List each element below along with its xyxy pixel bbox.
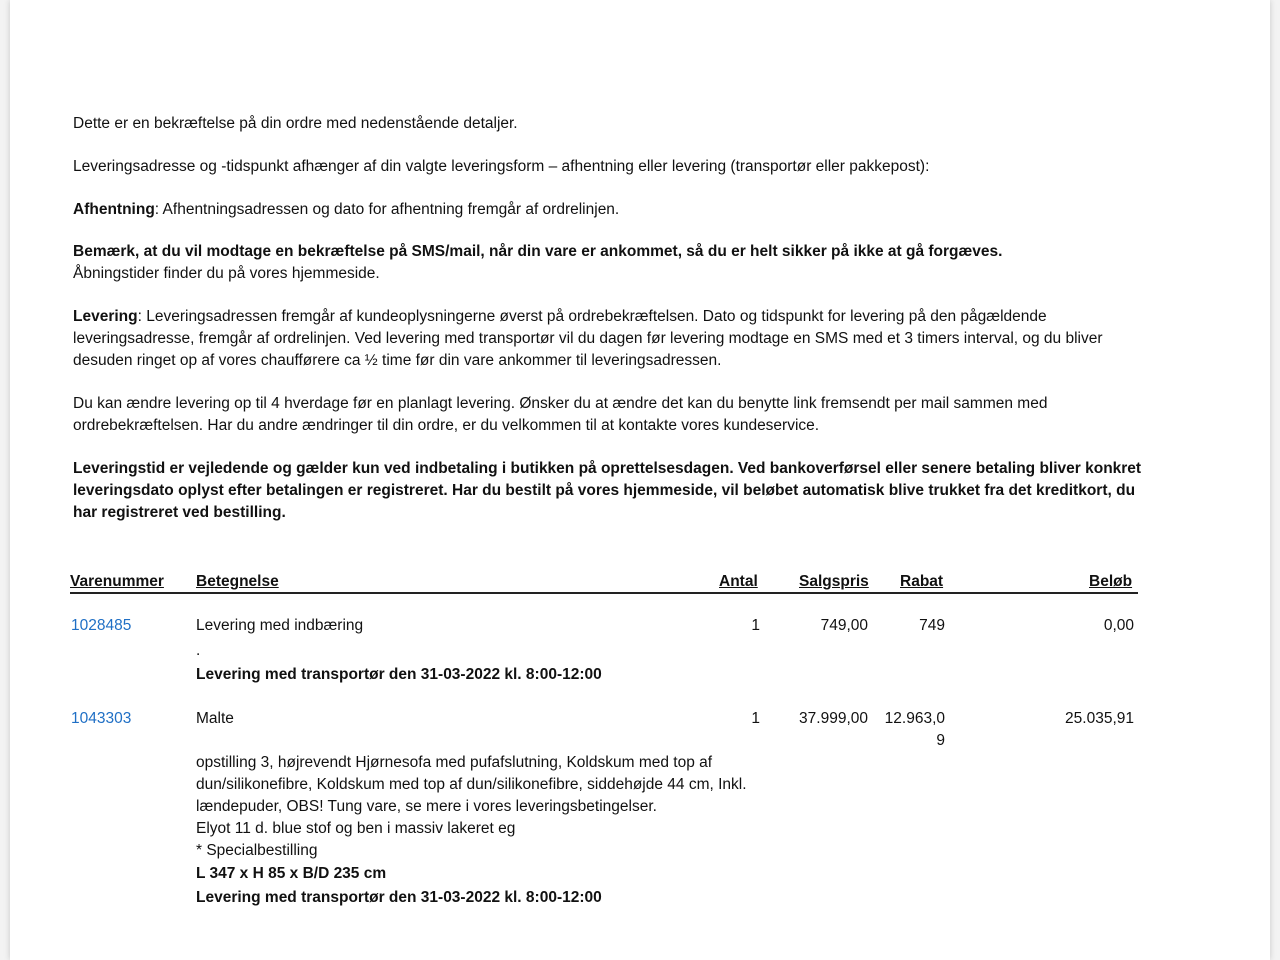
row-long-description — [196, 752, 816, 909]
desc-line: * Specialbestilling — [196, 842, 318, 859]
row-item-number-link[interactable]: 1043303 — [71, 710, 132, 727]
intro-paragraph-2: Leveringsadresse og -tidspunkt afhænger af din valgte leveringsform – afhentning eller levering (transportør eller pakkepost): — [73, 158, 930, 175]
row-delivery-note: Levering med transportør den 31-03-2022 kl. 8:00-12:00 — [196, 889, 602, 906]
row-amount: 25.035,91 — [1065, 710, 1134, 727]
dimensions: L 347 x H 85 x B/D 235 cm — [196, 865, 387, 882]
header-antal: Antal — [719, 573, 758, 590]
delivery-label: Levering — [73, 308, 138, 325]
delivery-paragraph — [73, 306, 1153, 372]
desc-line: dun/silikonefibre, Koldskum med top af dun/silikonefibre, siddehøjde 44 cm, Inkl. — [196, 776, 747, 793]
header-rabat: Rabat — [900, 573, 944, 590]
order-table-header — [70, 572, 1138, 594]
header-beloeb: Beløb — [1089, 573, 1133, 590]
pickup-paragraph — [73, 199, 1153, 221]
delivery-text: : Leveringsadressen fremgår af kundeoplysningerne øverst på ordrebekræftelsen. Dato og tidspunkt for levering på den pågældende leveringsadresse, fremgår af ordrelinjen. Ved levering med transportør vil du dagen før levering modtage en SMS med et 3 timers interval, og du bliver desuden ringet op af vores chaufførere ca ½ time før din vare ankommer til leveringsadressen. — [73, 308, 1103, 369]
header-betegnelse: Betegnelse — [196, 573, 279, 590]
intro-paragraph-1: Dette er en bekræftelse på din ordre med nedenstående detaljer. — [73, 115, 518, 132]
change-delivery-paragraph: Du kan ændre levering op til 4 hverdage før en planlagt levering. Ønsker du at ændre det kan du benytte link fremsendt per mail sammen med ordrebekræftelsen. Har du andre ændringer til din ordre, er du velkommen til at kontakte vores kundeservice. — [73, 395, 1048, 434]
desc-line: Elyot 11 d. blue stof og ben i massiv lakeret eg — [196, 820, 516, 837]
row-dot: . — [196, 642, 201, 659]
row-price: 37.999,00 — [799, 710, 868, 727]
row-item-number-link[interactable]: 1028485 — [71, 617, 132, 634]
row-description: Levering med indbæring — [196, 617, 364, 634]
pickup-label: Afhentning — [73, 201, 155, 218]
row-quantity: 1 — [751, 617, 760, 634]
delivery-time-paragraph: Leveringstid er vejledende og gælder kun ved indbetaling i butikken på oprettelsesdagen. Ved bankoverførsel eller senere betaling bliver konkret leveringsdato oplyst efter betalingen er registreret. Har du bestilt på vores hjemmeside, vil beløbet automatisk blive trukket fra det kreditkort, du har registreret ved bestilling. — [73, 460, 1142, 521]
row-discount-line1: 12.963,0 — [884, 710, 945, 727]
row-amount: 0,00 — [1103, 617, 1134, 634]
header-varenummer: Varenummer — [70, 573, 164, 590]
row-discount-line2: 9 — [936, 732, 945, 749]
pickup-text: : Afhentningsadressen og dato for afhentning fremgår af ordrelinjen. — [154, 201, 620, 218]
row-description: Malte — [196, 710, 234, 727]
opening-hours-text: Åbningstider finder du på vores hjemmeside. — [73, 265, 380, 282]
document-page — [10, 0, 1270, 960]
desc-line: lændepuder, OBS! Tung vare, se mere i vores leveringsbetingelser. — [196, 798, 657, 815]
notice-bold-text: Bemærk, at du vil modtage en bekræftelse på SMS/mail, når din vare er ankommet, så du er helt sikker på ikke at gå forgæves. — [73, 243, 1003, 260]
notice-paragraph — [73, 241, 1153, 285]
row-quantity: 1 — [751, 710, 760, 727]
header-salgspris: Salgspris — [799, 573, 869, 590]
row-price: 749,00 — [820, 617, 868, 634]
desc-line: opstilling 3, højrevendt Hjørnesofa med pufafslutning, Koldskum med top af — [196, 754, 713, 771]
row-delivery-note: Levering med transportør den 31-03-2022 kl. 8:00-12:00 — [196, 666, 602, 683]
row-discount: 749 — [919, 617, 945, 634]
